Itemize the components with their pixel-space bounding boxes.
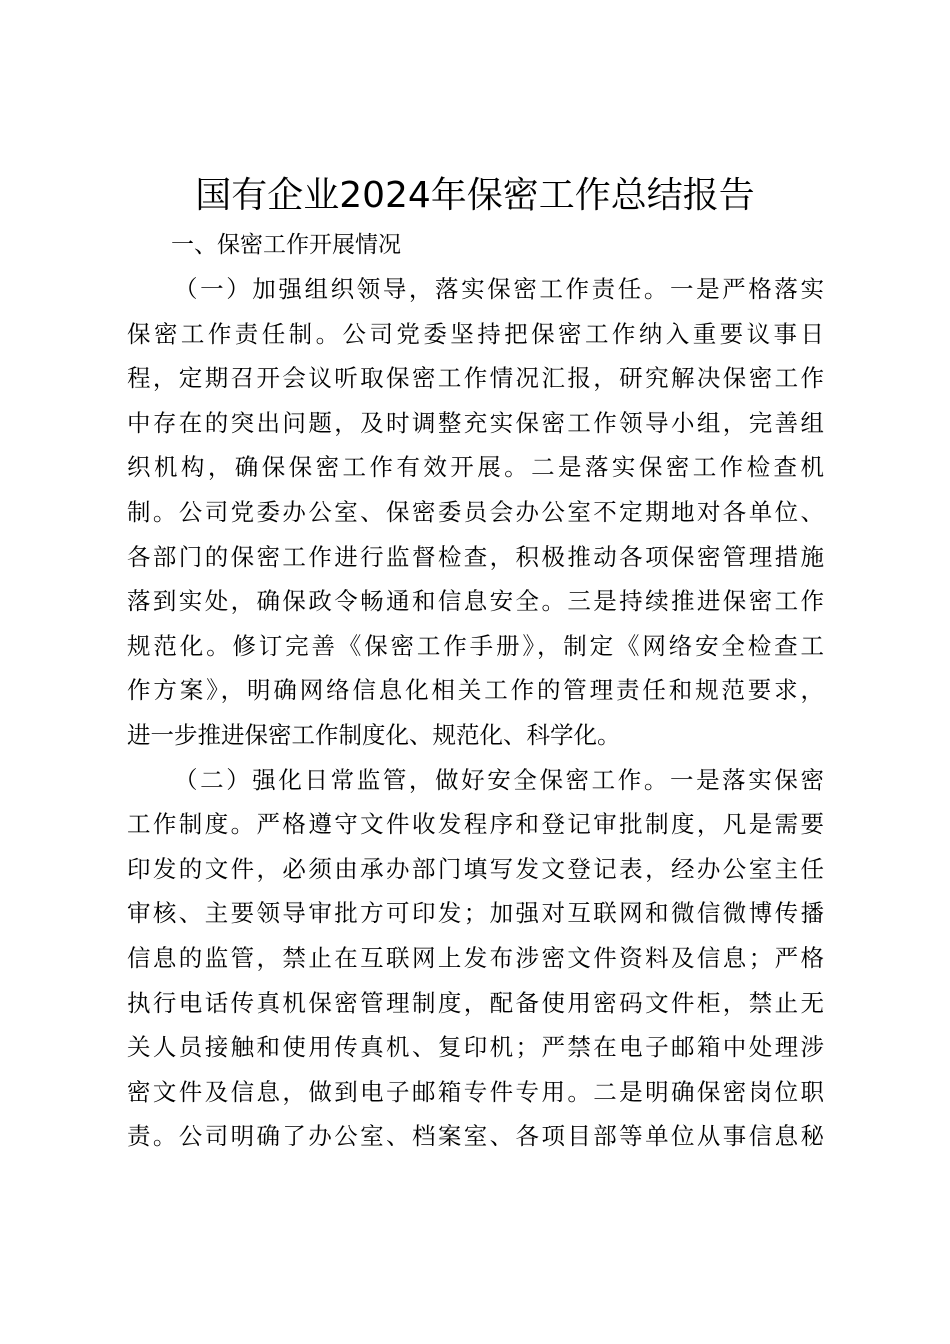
paragraph-1	[127, 267, 824, 758]
paragraph-line: （二）强化日常监管，做好安全保密工作。一是落实保密	[174, 765, 824, 794]
paragraph-line: 制。公司党委办公室、保密委员会办公室不定期地对各单位、	[127, 497, 824, 526]
paragraph-line: 印发的文件，必须由承办部门填写发文登记表，经办公室主任	[127, 854, 824, 883]
section-heading: 一、保密工作开展情况	[171, 232, 401, 258]
document-title: 国有企业2024年保密工作总结报告	[195, 175, 755, 216]
paragraph-line: 中存在的突出问题，及时调整充实保密工作领导小组，完善组	[127, 408, 824, 437]
paragraph-line: 工作制度。严格遵守文件收发程序和登记审批制度，凡是需要	[127, 810, 824, 839]
document-body	[127, 225, 824, 1159]
paragraph-line: 保密工作责任制。公司党委坚持把保密工作纳入重要议事日	[127, 319, 824, 348]
paragraph-line: 审核、主要领导审批方可印发；加强对互联网和微信微博传播	[127, 899, 824, 928]
paragraph-2	[127, 758, 824, 1159]
paragraph-line: 责。公司明确了办公室、档案室、各项目部等单位从事信息秘	[127, 1122, 824, 1151]
paragraph-line: 关人员接触和使用传真机、复印机；严禁在电子邮箱中处理涉	[127, 1033, 824, 1062]
paragraph-line: 落到实处，确保政令畅通和信息安全。三是持续推进保密工作	[127, 587, 824, 616]
paragraph-line: 各部门的保密工作进行监督检查，积极推动各项保密管理措施	[127, 542, 824, 571]
paragraph-line: 织机构，确保保密工作有效开展。二是落实保密工作检查机	[127, 453, 824, 482]
paragraph-line: 程，定期召开会议听取保密工作情况汇报，研究解决保密工作	[127, 364, 824, 393]
paragraph-line: （一）加强组织领导，落实保密工作责任。一是严格落实	[174, 275, 824, 303]
paragraph-line: 作方案》，明确网络信息化相关工作的管理责任和规范要求，	[127, 676, 824, 705]
paragraph-line: 进一步推进保密工作制度化、规范化、科学化。	[127, 720, 621, 749]
paragraph-line: 密文件及信息，做到电子邮箱专件专用。二是明确保密岗位职	[127, 1077, 824, 1106]
paragraph-line: 执行电话传真机保密管理制度，配备使用密码文件柜，禁止无	[127, 988, 824, 1017]
paragraph-line: 信息的监管，禁止在互联网上发布涉密文件资料及信息；严格	[127, 943, 824, 972]
paragraph-line: 规范化。修订完善《保密工作手册》，制定《网络安全检查工	[127, 631, 824, 660]
